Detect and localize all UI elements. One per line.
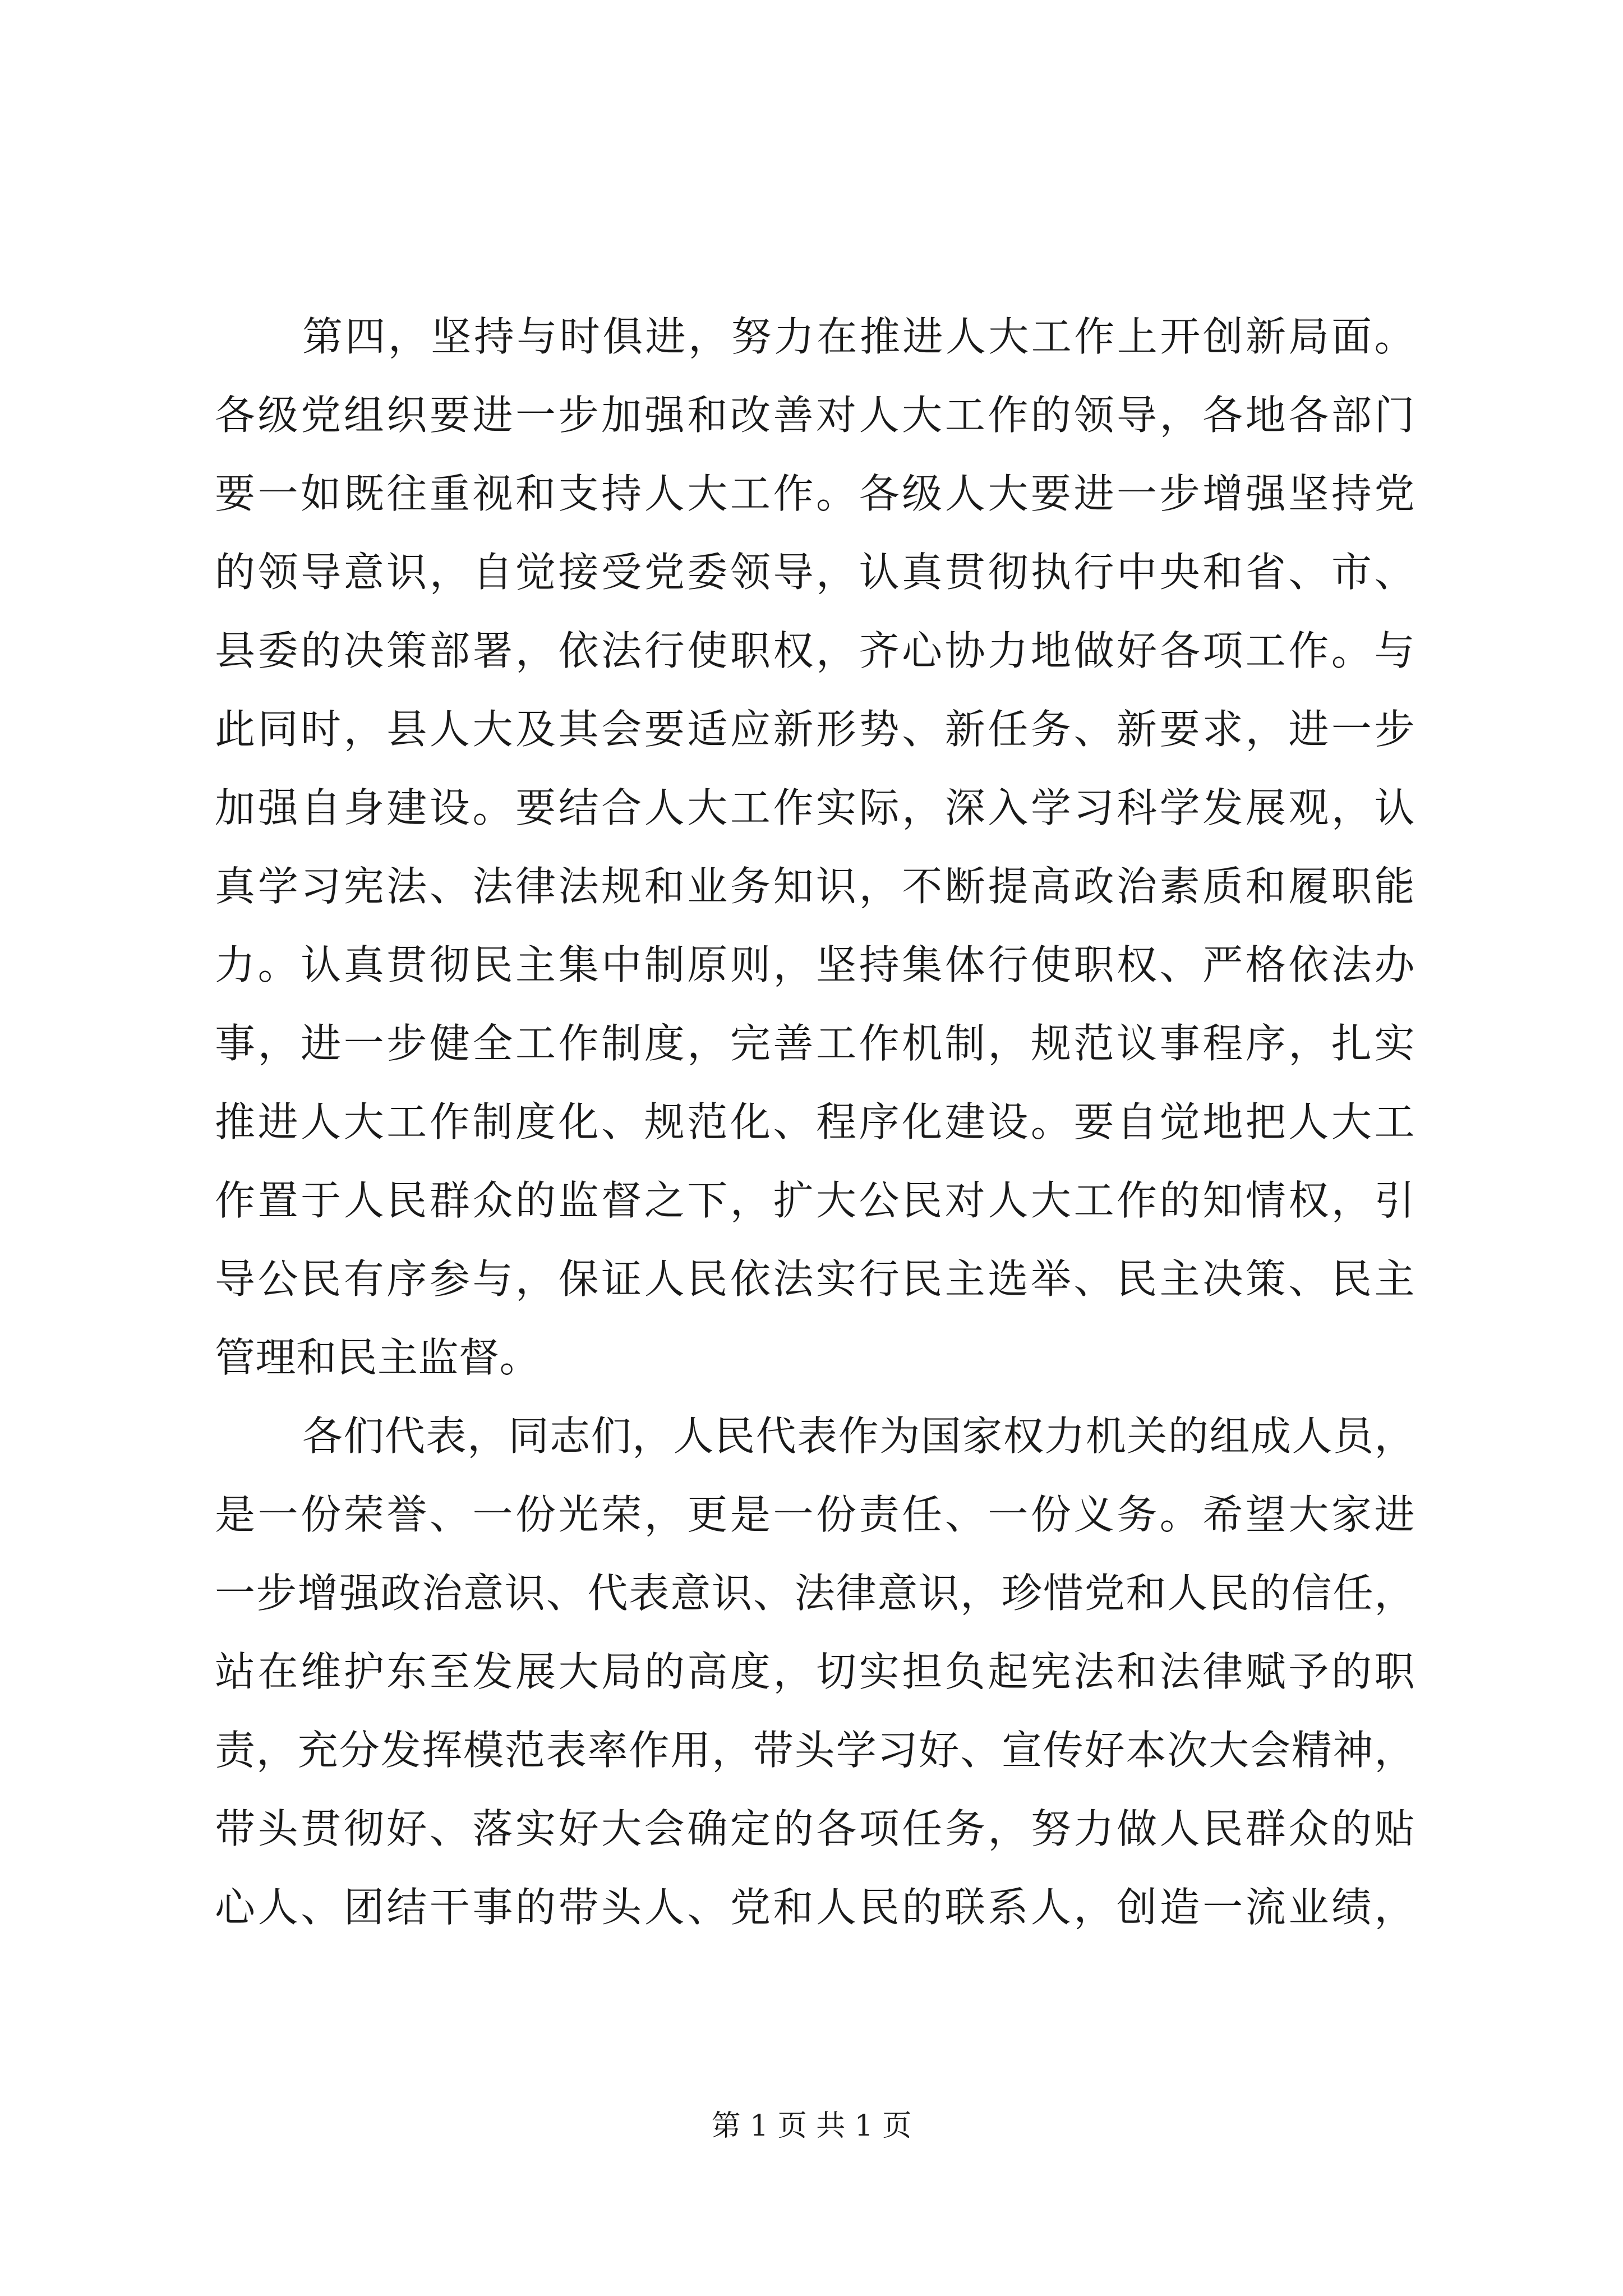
text-line: 管理和民主监督。	[215, 1334, 541, 1381]
text-line: 力。认真贯彻民主集中制原则，坚持集体行使职权、严格依法办	[215, 941, 1415, 988]
text-line: 的领导意识，自觉接受党委领导，认真贯彻执行中央和省、市、	[215, 549, 1415, 596]
text-line: 各级党组织要进一步加强和改善对人大工作的领导，各地各部门	[215, 392, 1415, 439]
text-line: 各们代表，同志们，人民代表作为国家权力机关的组成人员，	[302, 1412, 1415, 1460]
text-line: 加强自身建设。要结合人大工作实际，深入学习科学发展观，认	[215, 784, 1415, 831]
text-line: 一步增强政治意识、代表意识、法律意识，珍惜党和人民的信任，	[215, 1570, 1415, 1617]
text-line: 心人、团结干事的带头人、党和人民的联系人，创造一流业绩，	[215, 1884, 1415, 1931]
text-line: 责，充分发挥模范表率作用，带头学习好、宣传好本次大会精神，	[215, 1727, 1415, 1774]
text-line: 县委的决策部署，依法行使职权，齐心协力地做好各项工作。与	[215, 627, 1415, 674]
text-line: 推进人大工作制度化、规范化、程序化建设。要自觉地把人大工	[215, 1098, 1415, 1145]
text-line: 是一份荣誉、一份光荣，更是一份责任、一份义务。希望大家进	[215, 1491, 1415, 1538]
text-line: 带头贯彻好、落实好大会确定的各项任务，努力做人民群众的贴	[215, 1805, 1415, 1852]
text-line: 第四，坚持与时俱进，努力在推进人大工作上开创新局面。	[302, 313, 1415, 360]
page-footer: 第 1 页 共 1 页	[711, 2109, 912, 2143]
text-line: 真学习宪法、法律法规和业务知识，不断提高政治素质和履职能	[215, 863, 1415, 910]
text-line: 此同时，县人大及其会要适应新形势、新任务、新要求，进一步	[215, 706, 1415, 753]
text-line: 作置于人民群众的监督之下，扩大公民对人大工作的知情权，引	[215, 1177, 1415, 1224]
paragraph	[215, 297, 1415, 1397]
document-body	[215, 297, 1415, 1947]
paragraph	[215, 1397, 1415, 1947]
text-line: 事，进一步健全工作制度，完善工作机制，规范议事程序，扎实	[215, 1020, 1415, 1067]
text-line: 导公民有序参与，保证人民依法实行民主选举、民主决策、民主	[215, 1255, 1415, 1303]
text-line: 要一如既往重视和支持人大工作。各级人大要进一步增强坚持党	[215, 470, 1415, 517]
text-line: 站在维护东至发展大局的高度，切实担负起宪法和法律赋予的职	[215, 1648, 1415, 1695]
